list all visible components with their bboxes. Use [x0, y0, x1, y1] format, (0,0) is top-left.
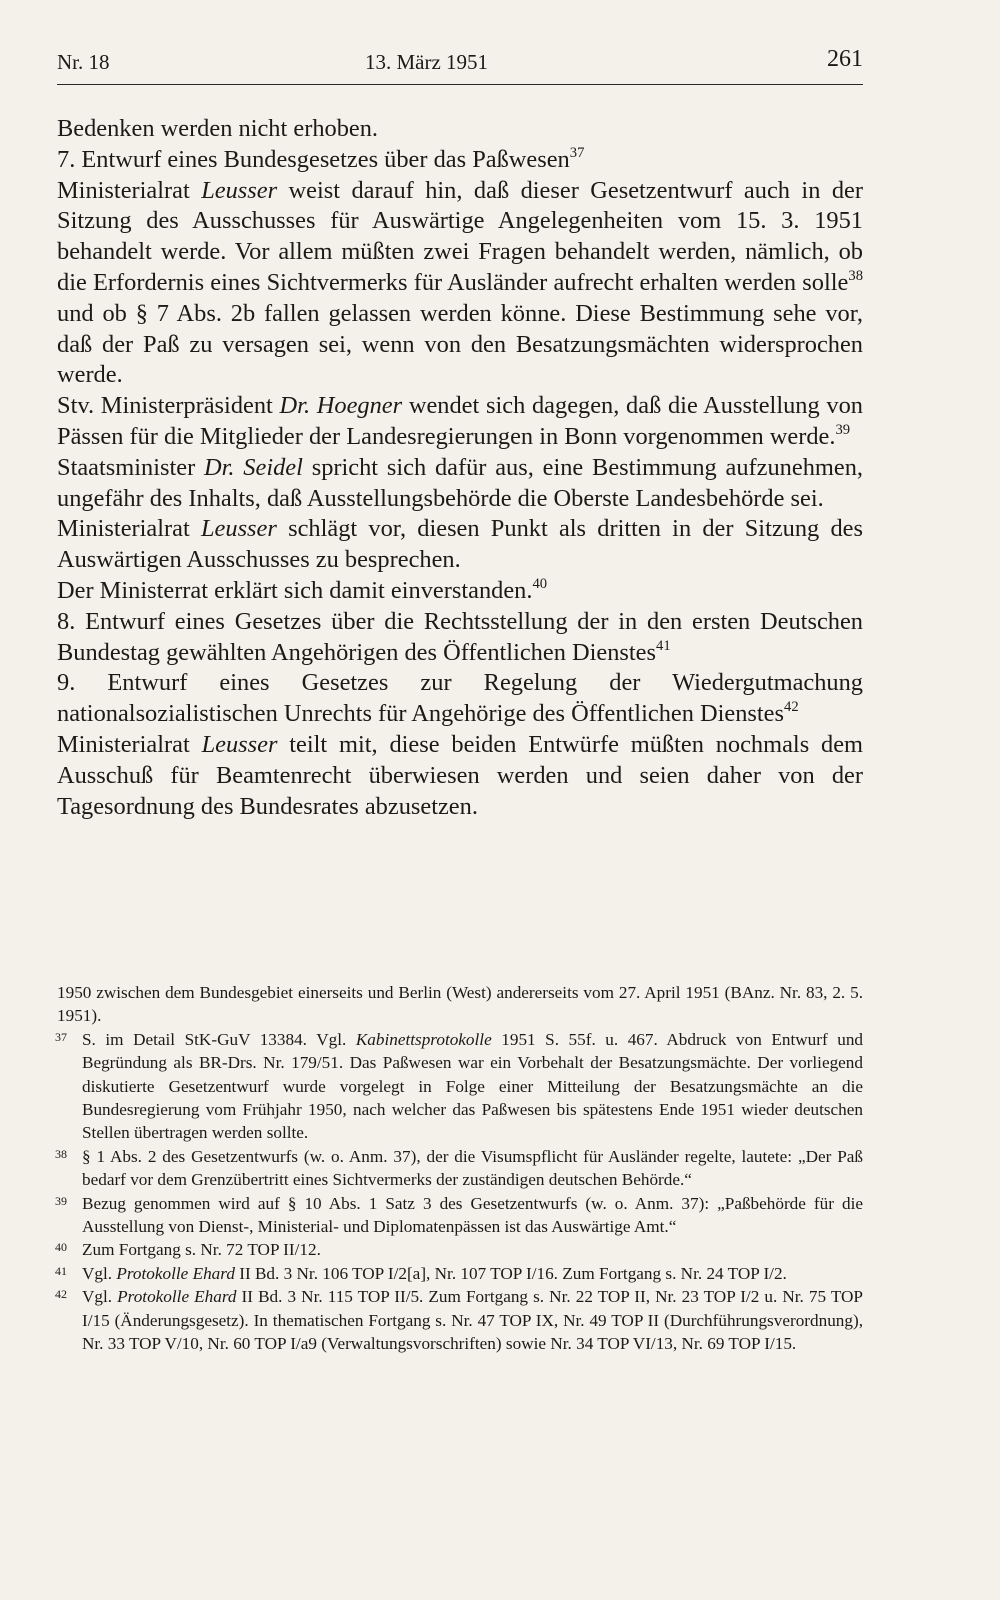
footnote-ref: 38 [848, 267, 863, 284]
agenda-item-8: 8. Entwurf eines Gesetzes über die Rechtsstellung der in den ersten Deutschen Bundestag gewählten Angehörigen des Öffentlichen Dienstes$^{41}$ [57, 607, 863, 666]
footnote-37: 37 S. im Detail StK-GuV 13384. Vgl. Kabinettsprotokolle 1951 S. 55f. u. 467. Abdruck von Entwurf und Begründung als BR-Drs. Nr. 179/51. Das Paßwesen war ein Vorbehalt der Besatzungsmächte. Der vorliegend diskutierte Gesetzentwurf wurde vorgelegt in Folge einer Mitteilung der Besatzungsmächte an die Bundesregierung vom Frühjahr 1950, nach welcher das Paßwesen bis spätestens Ende 1951 wieder deutschen Stellen übertragen werden sollte. [55, 1029, 864, 1143]
footnote-40: 40 Zum Fortgang s. Nr. 72 TOP II/12. [55, 1240, 321, 1260]
person-name: Leusser [201, 176, 278, 204]
person-name: Hoegner [316, 392, 403, 420]
paragraph: Ministerialrat Leusser teilt mit, diese beiden Entwürfe müßten nochmals dem Ausschuß für Beamtenrecht überwiesen werden und seien daher von der Tagesordnung des Bundesrates abzusetzen. [57, 730, 863, 820]
person-name: Leusser [201, 730, 278, 758]
agenda-item-9: 9. Entwurf eines Gesetzes zur Regelung der Wiedergutmachung nationalsozialistischen Unrechts für Angehörige des Öffentlichen Dienstes$^{42}$ [57, 669, 863, 728]
footnote-41: 41 Vgl. Protokolle Ehard II Bd. 3 Nr. 106 TOP I/2[a], Nr. 107 TOP I/16. Zum Fortgang s. Nr. 24 TOP I/2. [55, 1263, 787, 1283]
footnote-38: 38 § 1 Abs. 2 des Gesetzentwurfs (w. o. Anm. 37), der die Visumspflicht für Ausländer regelte, lautete: „Der Paß bedarf vor dem Grenzübertritt eines Sichtvermerks der zuständigen deutschen Behörde.“ [55, 1146, 863, 1190]
footnote-ref: 37 [569, 144, 585, 161]
paragraph: Bedenken werden nicht erhoben. [57, 115, 379, 142]
footnote-ref: 41 [656, 637, 671, 654]
footnote-ref: 42 [784, 698, 799, 715]
person-name: Seidel [243, 453, 303, 481]
footnote-ref: 40 [532, 575, 548, 592]
footnotes [57, 981, 863, 1356]
running-head [57, 46, 863, 76]
paragraph: Ministerialrat Leusser weist darauf hin, daß dieser Gesetzentwurf auch in der Sitzung des Ausschusses für Auswärtige Angelegenheiten vom 15. 3. 1951 behandelt werde. Vor allem müßten zwei Fragen behandelt werden, nämlich, ob die Erfordernis eines Sichtvermerks für Ausländer aufrecht erhalten werden solle$^{38}$ und ob § 7 Abs. 2b fallen gelassen werden könne. Diese Bestimmung sehe vor, daß der Paß zu versagen sei, wenn von den Besatzungsmächten widersprochen werde. [57, 176, 863, 389]
footnote-42: 42 Vgl. Protokolle Ehard II Bd. 3 Nr. 115 TOP II/5. Zum Fortgang s. Nr. 22 TOP II, Nr. 23 TOP I/2 u. Nr. 75 TOP I/15 (Änderungsgesetz). In thematischen Fortgang s. Nr. 47 TOP IX, Nr. 49 TOP II (Durchführungsverordnung), Nr. 33 TOP V/10, Nr. 60 TOP I/a9 (Verwaltungsvorschriften) sowie Nr. 34 TOP VI/13, Nr. 69 TOP I/15. [55, 1287, 863, 1354]
paragraph: Stv. Ministerpräsident Dr. Hoegner wendet sich dagegen, daß die Ausstellung von Pässen für die Mitglieder der Landesregierungen in Bonn vorgenommen werde.$^{39}$ [57, 392, 863, 450]
header-date: 13. März 1951 [365, 50, 489, 74]
agenda-item-7: 7. Entwurf eines Bundesgesetzes über das Paßwesen$^{37}$ [57, 144, 585, 173]
paragraph: Staatsminister Dr. Seidel spricht sich dafür aus, eine Bestimmung aufzunehmen, ungefähr des Inhalts, daß Ausstellungsbehörde die Oberste Landesbehörde sei. [57, 453, 863, 512]
issue-number: Nr. 18 [57, 50, 110, 74]
footnote-continuation: 1950 zwischen dem Bundesgebiet einerseits und Berlin (West) andererseits vom 27. April 1951 (BAnz. Nr. 83, 2. 5. 1951). [57, 983, 863, 1026]
footnote-39: 39 Bezug genommen wird auf § 10 Abs. 1 Satz 3 des Gesetzentwurfs (w. o. Anm. 37): „Paßbehörde für die Ausstellung von Dienst-, Ministerial- und Diplomatenpässen ist das Auswärtige Amt.“ [55, 1193, 863, 1237]
main-text [57, 114, 863, 822]
paragraph: Ministerialrat Leusser schlägt vor, diesen Punkt als dritten in der Sitzung des Auswärtigen Ausschusses zu besprechen. [57, 515, 863, 574]
person-name: Leusser [200, 515, 277, 543]
header-rule [57, 84, 863, 85]
page-number: 261 [827, 46, 863, 72]
paragraph: Der Ministerrat erklärt sich damit einverstanden.$^{40}$ [57, 575, 548, 604]
footnote-ref: 39 [835, 421, 851, 438]
